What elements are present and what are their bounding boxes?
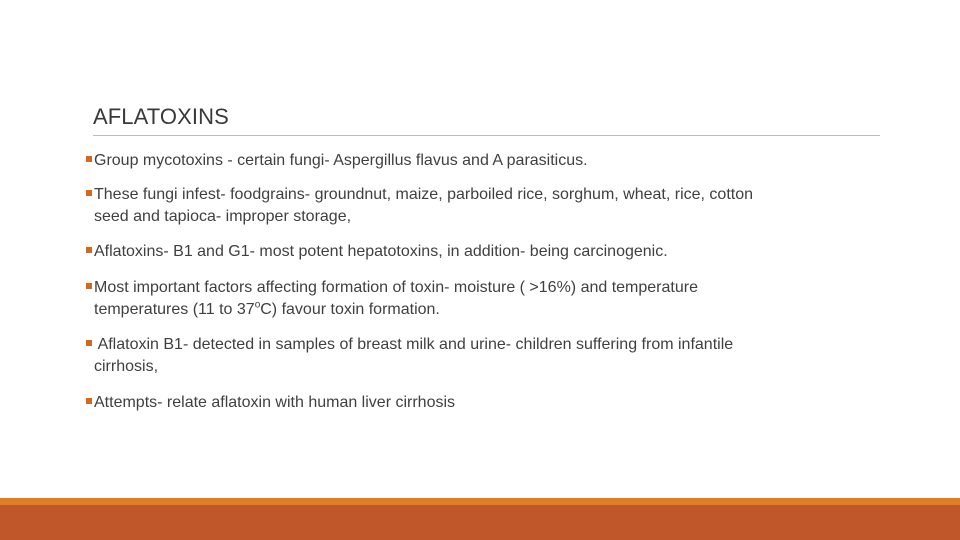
title-underline — [93, 135, 880, 136]
bullet-text-part: temperatures (11 to 37 — [94, 301, 255, 318]
bullet-square-icon — [86, 190, 92, 196]
bullet-square-icon — [86, 156, 92, 162]
bullet-square-icon — [86, 283, 92, 289]
bullet-text: These fungi infest- foodgrains- groundnut, maize, parboiled rice, sorghum, wheat, rice, cotton — [94, 186, 754, 203]
bullet-text: Aflatoxin B1- detected in samples of breast milk and urine- children suffering from infantile — [94, 336, 734, 353]
bullet-text: Most important factors affecting formation of toxin- moisture ( >16%) and temperature — [94, 279, 698, 296]
bullet-square-icon — [86, 247, 92, 253]
bullet-item — [86, 241, 876, 263]
bullet-item — [86, 277, 876, 321]
bullet-text-continuation: cirrhosis, — [94, 358, 159, 375]
footer-band — [0, 505, 960, 540]
bullet-text-continuation: seed and tapioca- improper storage, — [94, 208, 352, 225]
bullet-square-icon — [86, 340, 92, 346]
slide-title: AFLATOXINS — [93, 104, 229, 129]
bullet-text-part: C) favour toxin formation. — [260, 301, 440, 318]
bullet-text: Aflatoxins- B1 and G1- most potent hepatotoxins, in addition- being carcinogenic. — [94, 243, 668, 260]
footer-accent-stripe — [0, 498, 960, 505]
bullet-square-icon — [86, 398, 92, 404]
degree-superscript: o — [254, 299, 261, 311]
bullet-item — [86, 150, 876, 172]
bullet-text: Attempts- relate aflatoxin with human liver cirrhosis — [94, 394, 456, 411]
bullet-item — [86, 334, 876, 378]
bullet-item — [86, 184, 876, 228]
bullet-text: Group mycotoxins - certain fungi- Aspergillus flavus and A parasiticus. — [94, 152, 588, 169]
bullet-text-continuation — [86, 299, 876, 321]
bullet-item — [86, 392, 876, 414]
